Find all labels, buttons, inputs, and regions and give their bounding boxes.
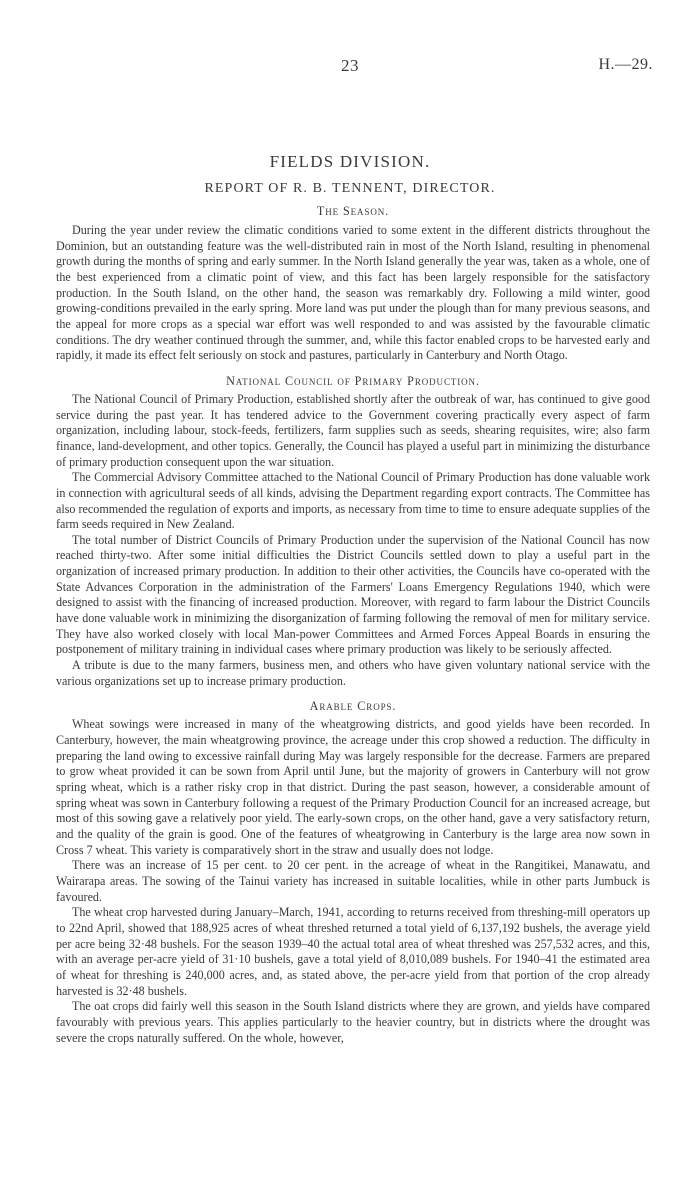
page-number: 23 xyxy=(341,56,359,75)
paragraph: The oat crops did fairly well this season in the South Island districts where they are grown, and yields have compared favourably with previous years. This applies particularly to the heavier country, but in districts where the drought was severe the crops naturally suffered. On the whole, however, xyxy=(56,999,650,1045)
paragraph: The Commercial Advisory Committee attached to the National Council of Primary Production has done valuable work in connection with agricultural seeds of all kinds, advising the Department regarding export contracts. The Committee has also recommended the regulation of exports and imports, as necessary from time to time to ensure adequate supplies of the farm seeds required in New Zealand. xyxy=(56,470,650,532)
paragraph: Wheat sowings were increased in many of the wheatgrowing districts, and good yields have been recorded. In Canterbury, however, the main wheatgrowing province, the acreage under this crop showed a reduction. The difficulty in preparing the land owing to excessive rainfall during May was largely responsible for the decrease. Farmers are prepared to grow wheat provided it can be sown from April until June, but the majority of growers in Canterbury will not grow spring wheat, which is a rather risky crop in that district. During the past season, however, a considerable amount of spring wheat was sown in Canterbury following a request of the Primary Production Council for an increased acreage, but most of this sowing gave a relatively poor yield. The early-sown crops, on the other hand, gave a very satisfactory return, and the quality of the grain is good. One of the features of wheatgrowing in Canterbury is the large area now sown in Cross 7 wheat. This variety is comparatively short in the straw and usually does not lodge. xyxy=(56,717,650,857)
section-heading-national-council: National Council of Primary Production. xyxy=(226,373,480,388)
division-title: FIELDS DIVISION. xyxy=(269,152,431,171)
report-title: REPORT OF R. B. TENNENT, DIRECTOR. xyxy=(204,181,496,196)
paragraph: There was an increase of 15 per cent. to 20 cer pent. in the acreage of wheat in the Rangitikei, Manawatu, and Wairarapa areas. The sowing of the Tainui variety has increased in suitable localities, while in other parts Jumbuck is favoured. xyxy=(56,858,650,904)
document-reference: H.—29. xyxy=(598,56,653,73)
paragraph: During the year under review the climatic conditions varied to some extent in the different districts throughout the Dominion, but an outstanding feature was the well-distributed rain in most of the North Island, resulting in phenomenal growth during the months of spring and early summer. In the North Island generally the year was, taken as a whole, one of the best experienced from a climatic point of view, and this fact has been largely responsible for the satisfactory production. In the South Island, on the other hand, the season was remarkably dry. Following a mild winter, good growing-conditions prevailed in the early spring. More land was put under the plough than for many previous seasons, and the appeal for more crops as a special war effort was well responded to and was assisted by the favourable climatic conditions. The dry weather continued through the summer, and, while this factor enabled crops to be harvested early and rapidly, it made its effect felt seriously on stock and pastures, particularly in Canterbury and North Otago. xyxy=(56,223,650,363)
report-body xyxy=(56,203,650,1046)
paragraph: The total number of District Councils of Primary Production under the supervision of the National Council has now reached thirty-two. After some initial difficulties the District Councils settled down to play a useful part in the organization of increased primary production. In addition to their other activities, the Councils have co-operated with the State Advances Corporation in the administration of the Farmers' Loans Emergency Regulations 1940, which were designed to assist with the financing of increased production. Moreover, with regard to farm labour the District Councils have done valuable work in minimizing the disorganization of farming following the removal of men for military service. They have also worked closely with local Man-power Committees and Armed Forces Appeal Boards in ensuring the postponement of military training in individual cases where primary production was likely to be seriously affected. xyxy=(56,532,650,657)
paragraph: A tribute is due to the many farmers, business men, and others who have given voluntary national service with the various organizations set up to increase primary production. xyxy=(56,658,650,688)
section-heading-arable-crops: Arable Crops. xyxy=(309,699,397,714)
paragraph: The National Council of Primary Production, established shortly after the outbreak of war, has continued to give good service during the past year. It has tendered advice to the Government covering practically every aspect of farm organization, including labour, stock-feeds, fertilizers, farm supplies such as seeds, shearing requisites, wire; also farm finance, land-development, and other topics. Generally, the Council has played a useful part in minimizing the disturbance of primary production consequent upon the war situation. xyxy=(56,391,650,469)
section-heading-the-season: The Season. xyxy=(316,204,390,218)
paragraph: The wheat crop harvested during January–March, 1941, according to returns received from threshing-mill operators up to 22nd April, showed that 188,925 acres of wheat threshed returned a total yield of 6,137,192 bushels, the average yield per acre being 32·48 bushels. For the season 1939–40 the actual total area of wheat threshed was 257,532 acres, and this, with an average per-acre yield of 31·10 bushels, gave a total yield of 8,010,089 bushels. For 1940–41 the estimated area of wheat for threshing is 240,000 acres, and, as stated above, the per-acre yield from that portion of the crop already harvested is 32·48 bushels. xyxy=(56,905,650,998)
